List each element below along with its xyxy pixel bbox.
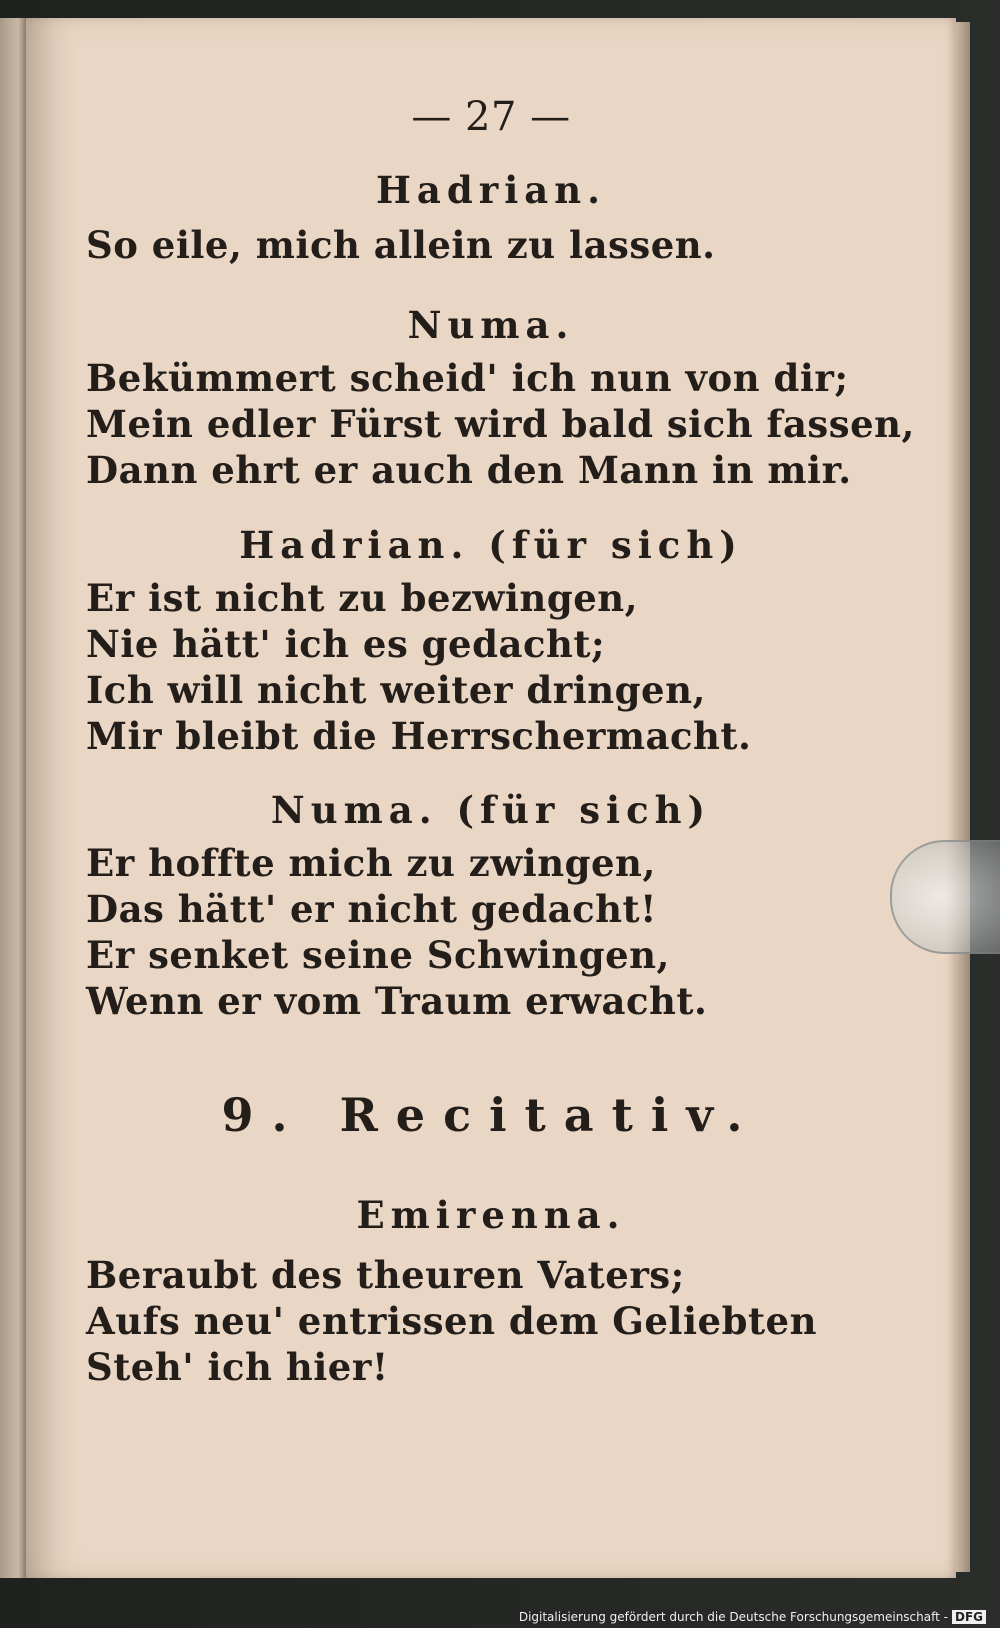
verse-line: So eile, mich allein zu lassen. [86, 223, 716, 267]
verse-line: Beraubt des theuren Vaters; [86, 1253, 685, 1297]
speaker-label: Hadrian. (für sich) [239, 523, 743, 567]
verse-line: Wenn er vom Traum erwacht. [86, 979, 708, 1023]
verse-line: Ich will nicht weiter dringen, [86, 668, 706, 712]
verse-line: Mir bleibt die Herrschermacht. [86, 714, 752, 758]
speaker-label: Numa. (für sich) [270, 788, 712, 832]
page-text [26, 18, 956, 1578]
facing-page-edge [0, 18, 26, 1578]
verse-line: Dann ehrt er auch den Mann in mir. [86, 448, 852, 492]
digitization-credit [519, 1610, 986, 1624]
book-page [26, 18, 956, 1578]
page-number: — 27 — [411, 94, 571, 140]
page-clip [890, 840, 1000, 954]
verse-line: Er hoffte mich zu zwingen, [86, 841, 656, 885]
verse-line: Nie hätt' ich es gedacht; [86, 622, 606, 666]
verse-line: Er senket seine Schwingen, [86, 933, 670, 977]
credit-text: Digitalisierung gefördert durch die Deutsche Forschungsgemeinschaft - [518, 1610, 948, 1624]
verse-line: Das hätt' er nicht gedacht! [86, 887, 657, 931]
section-heading: 9. Recitativ. [221, 1088, 761, 1142]
verse-line: Er ist nicht zu bezwingen, [86, 576, 639, 620]
verse-line: Aufs neu' entrissen dem Geliebten [86, 1299, 817, 1343]
dfg-logo: DFG [952, 1610, 986, 1624]
speaker-label: Emirenna. [356, 1193, 626, 1237]
verse-line: Bekümmert scheid' ich nun von dir; [86, 356, 849, 400]
verse-line: Mein edler Fürst wird bald sich fassen, [86, 402, 915, 446]
speaker-label: Numa. [407, 303, 575, 347]
verse-line: Steh' ich hier! [86, 1345, 389, 1389]
speaker-label: Hadrian. [375, 168, 607, 212]
page-stack-edge [956, 22, 970, 1572]
